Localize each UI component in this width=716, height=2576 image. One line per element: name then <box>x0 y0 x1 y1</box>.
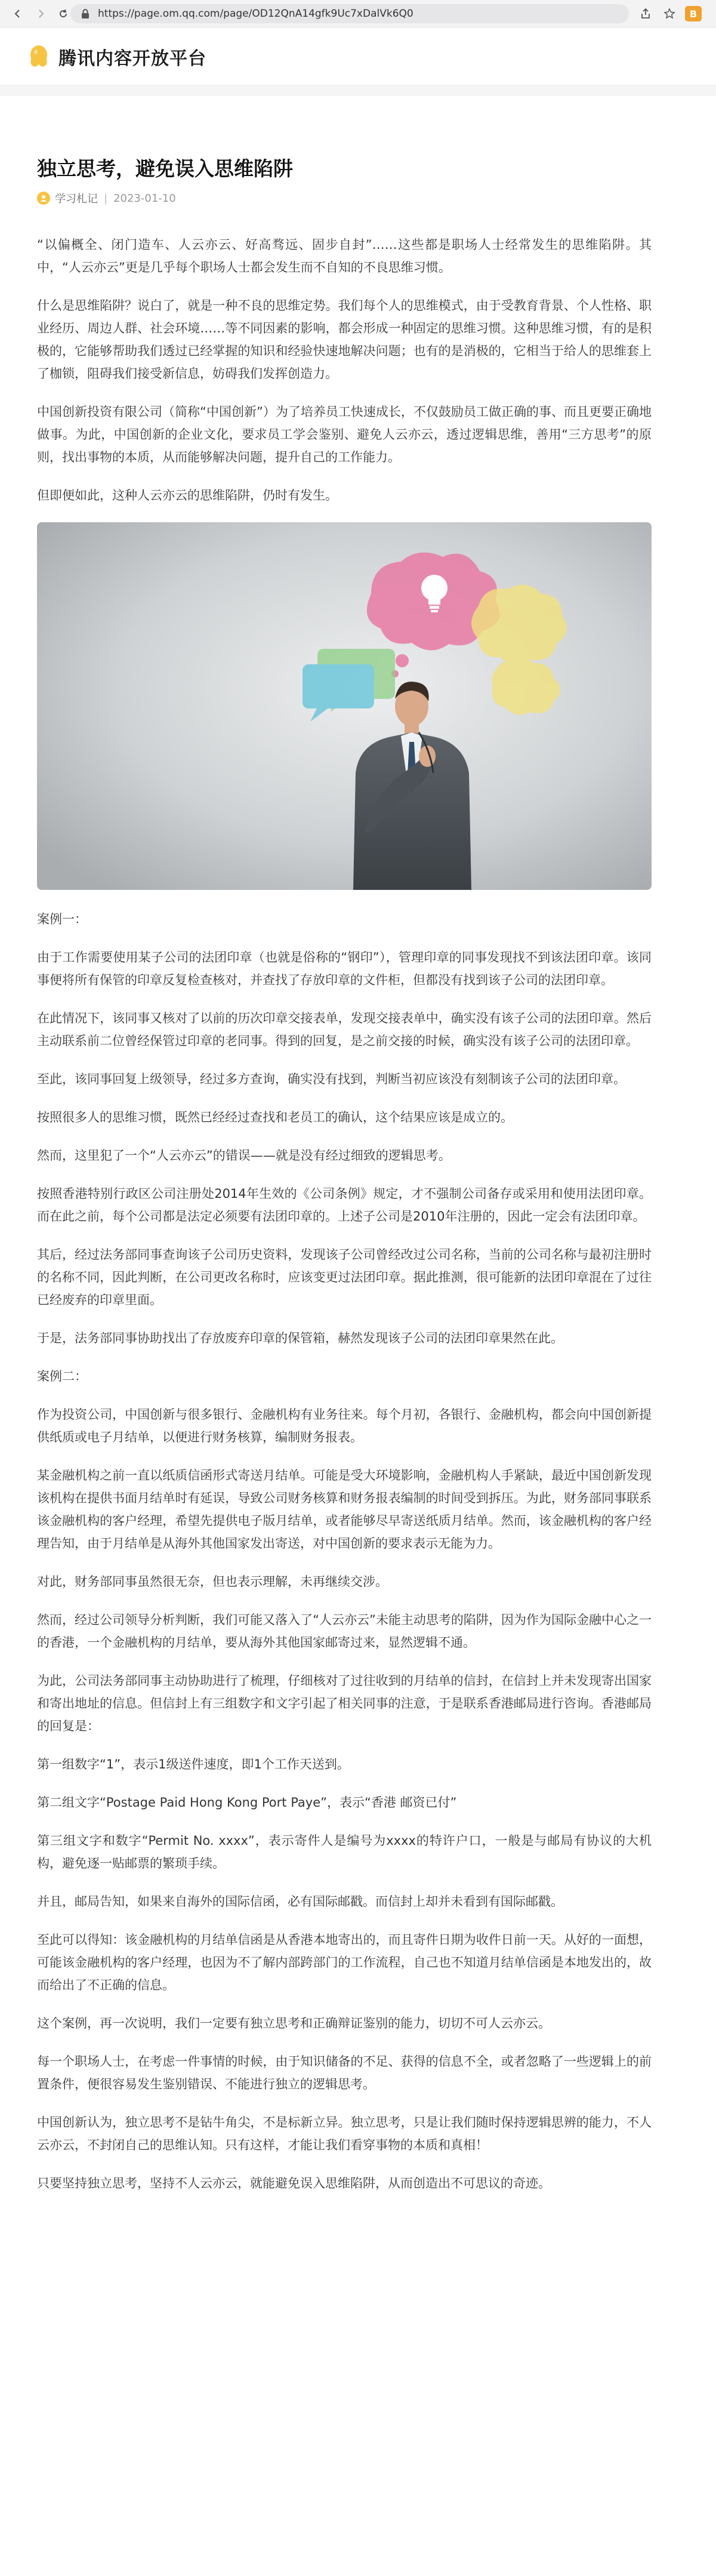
paragraph: 为此，公司法务部同事主动协助进行了梳理，仔细核对了过往收到的月结单的信封，在信封上并未发现寄出国家和寄出地址的信息。但信封上有三组数字和文字引起了相关同事的注意，于是联系香港邮局进行咨询。香港邮局的回复是： <box>37 1674 652 1733</box>
paragraph: 第二组文字“Postage Paid Hong Kong Port Paye”，表示“香港 邮资已付” <box>37 1795 457 1810</box>
article-meta <box>37 190 176 206</box>
paragraph: 按照香港特别行政区公司注册处2014年生效的《公司条例》规定，才不强制公司备存或采用和使用法团印章。而在此之前，每个公司都是法定必须要有法团印章的。上述子公司是2010年注册的，因此一定会有法团印章。 <box>37 1187 652 1224</box>
site-header <box>0 28 716 85</box>
paragraph: 案例一： <box>37 912 87 926</box>
paragraph: 然而，经过公司领导分析判断，我们可能又落入了“人云亦云”未能主动思考的陷阱，因为作为国际金融中心之一的香港，一个金融机构的月结单，要从海外其他国家邮寄过来，显然逻辑不通。 <box>37 1613 652 1650</box>
article-content <box>37 908 652 2195</box>
paragraph: 中国创新投资有限公司（简称“中国创新”）为了培养员工快速成长，不仅鼓励员工做正确的事、而且更要正确地做事。为此，中国创新的企业文化，要求员工学会鉴别、避免人云亦云，透过逻辑思维，善用“三方思考”的原则，找出事物的本质，从而能够解决问题，提升自己的工作能力。 <box>37 405 652 464</box>
paragraph: 对此，财务部同事虽然很无奈，但也表示理解，未再继续交涉。 <box>37 1574 388 1589</box>
site-logo-icon[interactable] <box>27 44 50 70</box>
article-intro <box>37 233 652 507</box>
paragraph: 其后，经过法务部同事查询该子公司历史资料，发现该子公司曾经改过公司名称，当前的公司名称与最初注册时的名称不同，因此判断，在公司更改名称时，应该变更过法团印章。据此推测，很可能新的法团印章混在了过往已经废弃的印章里面。 <box>37 1247 652 1307</box>
bookmark-star-icon[interactable] <box>660 4 679 23</box>
paragraph: “以偏概全、闭门造车、人云亦云、好高骛远、固步自封”……这些都是职场人士经常发生的思维陷阱。其中，“人云亦云”更是几乎每个职场人士都会发生而不自知的不良思维习惯。 <box>37 238 652 275</box>
lock-icon <box>80 8 91 19</box>
extension-icon[interactable]: B <box>685 6 702 21</box>
back-icon[interactable] <box>8 4 27 23</box>
paragraph: 由于工作需要使用某子公司的法团印章（也就是俗称的“钢印”），管理印章的同事发现找不到该法团印章。该同事便将所有保管的印章反复检查核对，并查找了存放印章的文件柜，但都没有找到该子公司的法团印章。 <box>37 950 652 987</box>
share-icon[interactable] <box>636 4 655 23</box>
url-text: https://page.om.qq.com/page/OD12QnA14gfk9Uc7xDalVk6Q0 <box>98 8 413 20</box>
paragraph: 什么是思维陷阱？说白了，就是一种不良的思维定势。我们每个人的思维模式，由于受教育背景、个人性格、职业经历、周边人群、社会环境……等不同因素的影响，都会形成一种固定的思维习惯。这种思维习惯，有的是积极的，它能够帮助我们透过已经掌握的知识和经验快速地解决问题；也有的是消极的，它相当于给人的思维套上了枷锁，阻碍我们接受新信息，妨碍我们发挥创造力。 <box>37 298 652 381</box>
paragraph: 然而，这里犯了一个“人云亦云”的错误——就是没有经过细致的逻辑思考。 <box>37 1148 451 1163</box>
paragraph: 案例二： <box>37 1369 87 1383</box>
publish-date: 2023-01-10 <box>113 192 176 205</box>
site-name[interactable]: 腾讯内容开放平台 <box>58 48 206 69</box>
author-name[interactable]: 学习札记 <box>55 193 98 205</box>
paragraph: 第三组文字和数字“Permit No. xxxx”，表示寄件人是编号为xxxx的特许户口，一般是与邮局有协议的大机构，避免逐一贴邮票的繁琐手续。 <box>37 1834 652 1871</box>
article-hero-image[interactable] <box>37 522 652 890</box>
paragraph: 但即便如此，这种人云亦云的思维陷阱，仍时有发生。 <box>37 488 338 503</box>
paragraph: 中国创新认为，独立思考不是钻牛角尖，不是标新立异。独立思考，只是让我们随时保持逻辑思辨的能力，不人云亦云，不封闭自己的思维认知。只有这样，才能让我们看穿事物的本质和真相！ <box>37 2115 652 2152</box>
paragraph: 在此情况下，该同事又核对了以前的历次印章交接表单，发现交接表单中，确实没有该子公司的法团印章。然后主动联系前二位曾经保管过印章的老同事。得到的回复，是之前交接的时候，确实没有该子公司的法团印章。 <box>37 1011 652 1048</box>
paragraph: 作为投资公司，中国创新与很多银行、金融机构有业务往来。每个月初，各银行、金融机构，都会向中国创新提供纸质或电子月结单，以便进行财务核算，编制财务报表。 <box>37 1407 652 1444</box>
forward-icon[interactable] <box>31 4 50 23</box>
paragraph: 某金融机构之前一直以纸质信函形式寄送月结单。可能是受大环境影响，金融机构人手紧缺，最近中国创新发现该机构在提供书面月结单时有延误，导致公司财务核算和财务报表编制的时间受到拆压。为此，财务部同事联系该金融机构的客户经理，希望先提供电子版月结单，或者能够尽早寄送纸质月结单。然而，该金融机构的客户经理告知，由于月结单是从海外其他国家发出寄送，对中国创新的要求表示无能为力。 <box>37 1468 652 1551</box>
article-title: 独立思考，避免误入思维陷阱 <box>37 157 293 180</box>
meta-separator: | <box>104 192 108 205</box>
browser-toolbar <box>0 0 716 27</box>
paragraph: 并且，邮局告知，如果来自海外的国际信函，必有国际邮戳。而信封上却并未看到有国际邮戳。 <box>37 1894 563 1909</box>
article <box>37 96 652 2576</box>
header-divider <box>0 85 716 96</box>
paragraph: 第一组数字“1”，表示1级送件速度，即1个工作天送到。 <box>37 1757 350 1771</box>
paragraph: 每一个职场人士，在考虑一件事情的时候，由于知识储备的不足、获得的信息不全，或者忽略了一些逻辑上的前置条件，便很容易发生鉴别错误、不能进行独立的逻辑思考。 <box>37 2054 652 2091</box>
paragraph: 至此可以得知：该金融机构的月结单信函是从香港本地寄出的，而且寄件日期为收件日前一天。从好的一面想，可能该金融机构的客户经理，也因为不了解内部跨部门的工作流程，自己也不知道月结单信函是本地发出的，故而给出了不正确的信息。 <box>37 1933 652 1992</box>
paragraph: 按照很多人的思维习惯，既然已经经过查找和老员工的确认，这个结果应该是成立的。 <box>37 1110 513 1124</box>
article-body <box>37 233 652 2210</box>
address-bar[interactable] <box>70 4 629 23</box>
author-icon <box>37 192 50 205</box>
paragraph: 这个案例，再一次说明，我们一定要有独立思考和正确辩证鉴别的能力，切切不可人云亦云。 <box>37 2016 551 2030</box>
paragraph: 只要坚持独立思考，坚持不人云亦云，就能避免误入思维陷阱，从而创造出不可思议的奇迹。 <box>37 2176 551 2190</box>
paragraph: 至此，该同事回复上级领导，经过多方查询，确实没有找到，判断当初应该没有刻制该子公司的法团印章。 <box>37 1072 626 1086</box>
paragraph: 于是，法务部同事协助找出了存放废弃印章的保管箱，赫然发现该子公司的法团印章果然在此。 <box>37 1331 563 1345</box>
